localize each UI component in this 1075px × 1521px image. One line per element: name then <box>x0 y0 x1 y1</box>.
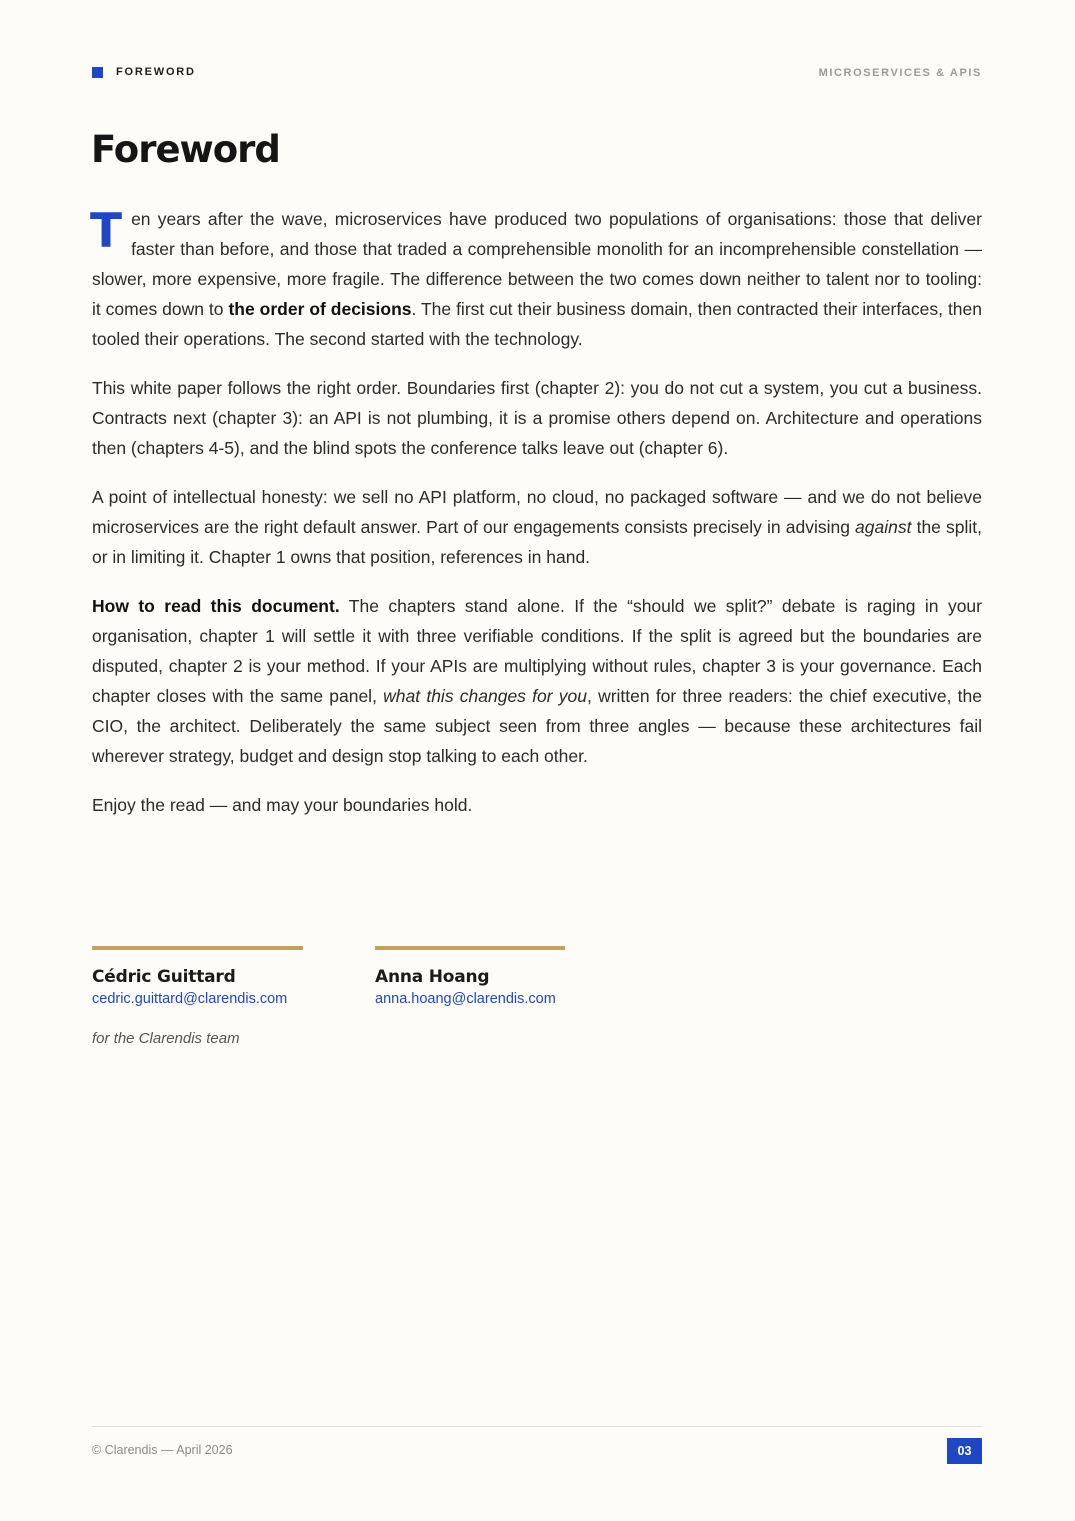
paragraph-intro <box>92 204 982 354</box>
signatory-email-link[interactable]: anna.hoang@clarendis.com <box>375 991 556 1007</box>
paragraph-closing: Enjoy the read — and may your boundaries hold. <box>92 795 473 815</box>
footer-divider <box>92 1426 982 1427</box>
document-title: MICROSERVICES & APIS <box>818 67 982 79</box>
signatory-name: Anna Hoang <box>375 967 490 987</box>
text-run: The chapters stand alone. If the “should we split?” debate is raging in your organisation, chapter 1 will settle it with three verifiable conditions. If the split is agreed but the boundaries are disputed, chapter 2 is your method. If your APIs are multiplying without rules, chapter 3 is your governance. Each chapter closes with the same panel, <box>92 596 982 706</box>
drop-cap: T <box>90 204 123 259</box>
foreword-body <box>92 204 982 839</box>
gold-rule <box>92 946 303 950</box>
emphasis-italic: against <box>855 517 912 537</box>
text-run: en years after the wave, microservices have produced two populations of organisations: those that deliver faster than before, and those that traded a comprehensible monolith for an incomprehensible constellation — slower, more expensive, more fragile. The difference between the two comes down neither to talent nor to tooling: it comes down to <box>92 209 982 319</box>
text-run: the split, or in limiting it. Chapter 1 owns that position, references in hand. <box>92 517 982 567</box>
paragraph-how-to-read <box>92 591 982 771</box>
signature-block <box>92 946 303 1007</box>
footer-copyright: © Clarendis — April 2026 <box>92 1443 233 1457</box>
blue-square-icon <box>92 67 103 78</box>
running-header <box>92 66 982 84</box>
emphasis-bold: How to read this document. <box>92 596 340 616</box>
signatory-email-link[interactable]: cedric.guittard@clarendis.com <box>92 991 288 1007</box>
text-run: , written for three readers: the chief executive, the CIO, the architect. Deliberately the same subject seen from three angles — because these architectures fail wherever strategy, budget and design stop talking to each other. <box>92 686 982 766</box>
section-label: FOREWORD <box>116 66 196 78</box>
section-marker <box>92 66 196 78</box>
page-number-badge: 03 <box>947 1438 982 1464</box>
signatory-name: Cédric Guittard <box>92 967 236 987</box>
gold-rule <box>375 946 565 950</box>
text-run: . The first cut their business domain, then contracted their interfaces, then tooled their operations. The second started with the technology. <box>92 299 983 349</box>
paragraph-honesty <box>92 482 982 572</box>
text-run: A point of intellectual honesty: we sell no API platform, no cloud, no packaged software — and we do not believe microservices are the right default answer. Part of our engagements consists precisely in advising <box>92 487 982 537</box>
paragraph-order: This white paper follows the right order. Boundaries first (chapter 2): you do not cut a system, you cut a business. Contracts next (chapter 3): an API is not plumbing, it is a promise others depend on. Architecture and operations then (chapters 4-5), and the blind spots the conference talks leave out (chapter 6). <box>92 378 982 458</box>
team-note: for the Clarendis team <box>92 1030 240 1047</box>
emphasis-italic: what this changes for you <box>383 686 587 706</box>
page-title: Foreword <box>91 128 280 171</box>
signature-block <box>375 946 565 1007</box>
emphasis-bold: the order of decisions <box>228 299 412 319</box>
